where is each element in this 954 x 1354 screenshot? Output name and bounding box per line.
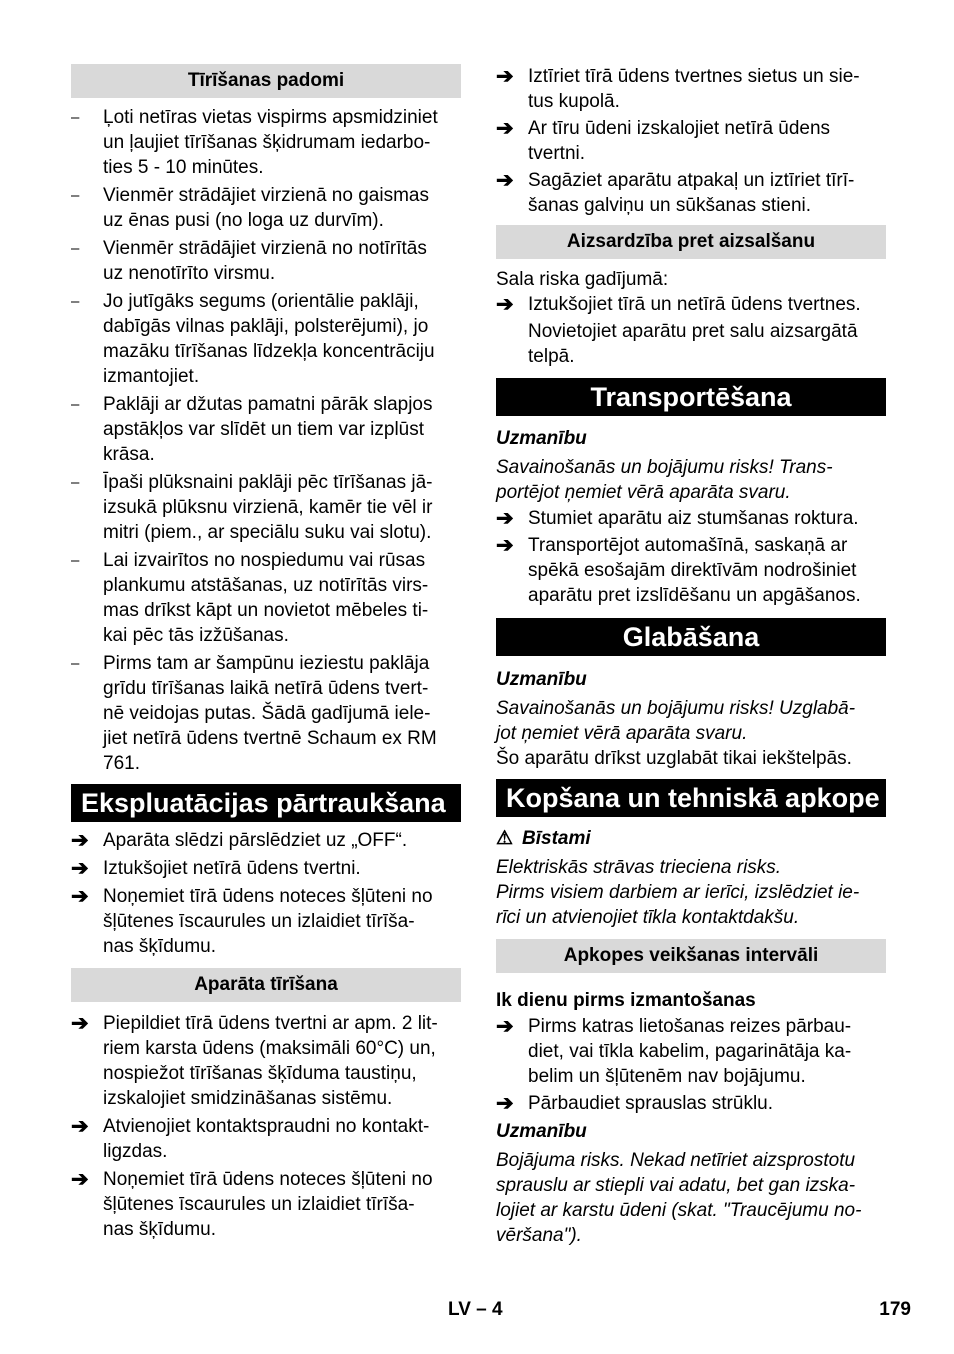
arrow-bullet-icon: ➔: [496, 169, 514, 192]
item-line: mas drīkst kāpt un novietot mēbeles ti-: [103, 600, 429, 621]
list-item: [71, 236, 461, 286]
intervals-warning-text: [496, 1148, 886, 1248]
list-item: [71, 884, 461, 959]
text-line: Savainošanās un bojājumu risks! Trans-: [496, 457, 833, 478]
footer-page-number: 179: [879, 1299, 911, 1320]
dash-bullet: –: [71, 293, 80, 310]
item-line: tvertni.: [528, 143, 586, 164]
arrow-bullet-icon: ➔: [496, 534, 514, 557]
arrow-bullet-icon: ➔: [71, 1012, 89, 1035]
text-line: Savainošanās un bojājumu risks! Uzglabā-: [496, 698, 856, 719]
item-line: Pirms katras lietošanas reizes pārbau-: [528, 1016, 852, 1037]
item-line: Jo jutīgāks segums (orientālie paklāji,: [103, 291, 419, 312]
right-column: [496, 64, 886, 1248]
list-item: [496, 116, 886, 166]
intervals-caution-label: Uzmanību: [496, 1121, 587, 1142]
text-line: Elektriskās strāvas trieciena risks.: [496, 857, 782, 878]
list-item: [71, 1167, 461, 1242]
arrow-bullet-icon: ➔: [496, 507, 514, 530]
item-line: izskalojiet smidzināšanas sistēmu.: [103, 1088, 393, 1109]
item-line: Piepildiet tīrā ūdens tvertni ar apm. 2 lit-: [103, 1013, 438, 1034]
item-line: Noņemiet tīrā ūdens noteces šļūteni no: [103, 886, 433, 907]
item-line: krāsa.: [103, 444, 155, 465]
dash-bullet: –: [71, 474, 80, 491]
storage-warning-text: [496, 696, 886, 746]
arrow-bullet-icon: ➔: [71, 1168, 89, 1191]
item-line: uz nenotīrīto virsmu.: [103, 263, 276, 284]
section-heading-maintenance-intervals: Apkopes veikšanas intervāli: [496, 939, 886, 973]
list-item: [496, 292, 886, 317]
section-heading-cleaning-tips: Tīrīšanas padomi: [71, 64, 461, 98]
storage-note: Šo aparātu drīkst uzglabāt tikai iekštelpās.: [496, 748, 852, 769]
continued-steps-list: [496, 64, 886, 218]
transport-steps-list: [496, 506, 886, 608]
item-line: Vienmēr strādājiet virzienā no gaismas: [103, 185, 429, 206]
item-line: mitri (piem., ar speciālu suku vai slotu).: [103, 522, 432, 543]
item-line: Ļoti netīras vietas vispirms apsmidziniet: [103, 107, 438, 128]
dash-bullet: –: [71, 240, 80, 257]
item-line: Ar tīru ūdeni izskalojiet netīrā ūdens: [528, 118, 831, 139]
arrow-bullet-icon: ➔: [71, 885, 89, 908]
item-line: riem karsta ūdens (maksimāli 60°C) un,: [103, 1038, 436, 1059]
text-line: lojiet ar karstu ūdeni (skat. "Traucējumu no-: [496, 1200, 862, 1221]
item-line: izmantojiet.: [103, 366, 200, 387]
arrow-bullet-icon: ➔: [496, 293, 514, 316]
arrow-bullet-icon: ➔: [496, 1015, 514, 1038]
list-item: [71, 470, 461, 545]
dash-bullet: –: [71, 655, 80, 672]
text-line: sprauslu ar stiepli vai adatu, bet gan izska-: [496, 1175, 856, 1196]
item-line: grīdu tīrīšanas laikā netīrā ūdens tvert-: [103, 678, 429, 699]
item-line: Iztukšojiet tīrā un netīrā ūdens tvertnes.: [528, 294, 861, 315]
dash-bullet: –: [71, 552, 80, 569]
text-line: rīci un atvienojiet tīkla kontaktdakšu.: [496, 907, 800, 928]
item-line: Iztukšojiet netīrā ūdens tvertni.: [103, 858, 361, 879]
item-line: belim un šļūtenēm nav bojājumu.: [528, 1066, 806, 1087]
list-item: [496, 64, 886, 114]
item-line: Transportējot automašīnā, saskaņā ar: [528, 535, 848, 556]
list-item: [71, 183, 461, 233]
arrow-bullet-icon: ➔: [71, 829, 89, 852]
item-line: kai pēc tās izžūšanas.: [103, 625, 289, 646]
item-line: plankumu atstāšanas, uz notīrītās virs-: [103, 575, 429, 596]
dash-bullet: –: [71, 109, 80, 126]
left-column: [71, 64, 461, 1242]
storage-caution-label: Uzmanību: [496, 669, 587, 690]
item-line: izsukā plūksnu virzienā, kamēr tie vēl ir: [103, 497, 433, 518]
item-line: spēkā esošajām direktīvām nodrošiniet: [528, 560, 857, 581]
danger-warning-text: [496, 855, 886, 930]
warning-triangle-icon: ⚠: [496, 828, 514, 849]
arrow-bullet-icon: ➔: [496, 1092, 514, 1115]
item-line: ligzdas.: [103, 1141, 168, 1162]
item-line: Pirms tam ar šampūnu ieziestu paklāja: [103, 653, 430, 674]
text-line: vēršana").: [496, 1225, 582, 1246]
list-item: [71, 1011, 461, 1111]
arrow-bullet-icon: ➔: [71, 857, 89, 880]
item-line: tus kupolā.: [528, 91, 620, 112]
list-item: [71, 828, 461, 853]
item-line: mazāku tīrīšanas līdzekļa koncentrāciju: [103, 341, 435, 362]
arrow-bullet-icon: ➔: [496, 117, 514, 140]
daily-subheading: Ik dienu pirms izmantošanas: [496, 990, 756, 1011]
transport-warning-text: [496, 455, 886, 505]
item-line: Iztīriet tīrā ūdens tvertnes sietus un sie-: [528, 66, 860, 87]
list-item: [496, 506, 886, 531]
item-line: jiet netīrā ūdens tvertnē Schaum ex RM: [103, 728, 437, 749]
item-line: Sagāziet aparātu atpakaļ un iztīriet tīrī-: [528, 170, 855, 191]
list-item: [496, 1091, 886, 1116]
text-line: Novietojiet aparātu pret salu aizsargātā: [528, 321, 858, 342]
item-line: diet, vai tīkla kabelim, pagarinātāja ka-: [528, 1041, 852, 1062]
section-heading-transport: Transportēšana: [496, 378, 886, 416]
danger-label: Bīstami: [522, 828, 591, 849]
list-item: [71, 392, 461, 467]
section-heading-device-cleaning: Aparāta tīrīšana: [71, 968, 461, 1002]
list-item: [71, 548, 461, 648]
arrow-bullet-icon: ➔: [496, 65, 514, 88]
footer-language-page: LV – 4: [448, 1299, 503, 1320]
item-line: aparātu pret izslīdēšanu un apgāšanos.: [528, 585, 861, 606]
text-line: jot ņemiet vērā aparāta svaru.: [496, 723, 748, 744]
dash-bullet: –: [71, 396, 80, 413]
item-line: Lai izvairītos no nospiedumu vai rūsas: [103, 550, 426, 571]
item-line: dabīgās vilnas paklāji, polsterējumi), jo: [103, 316, 429, 337]
dash-bullet: –: [71, 187, 80, 204]
list-item: [71, 289, 461, 389]
section-heading-maintenance: Kopšana un tehniskā apkope: [496, 779, 886, 817]
list-item: [496, 1014, 886, 1089]
item-line: uz ēnas pusi (no loga uz durvīm).: [103, 210, 384, 231]
text-line: Bojājuma risks. Nekad netīriet aizsprostotu: [496, 1150, 856, 1171]
section-heading-frost-protection: Aizsardzība pret aizsalšanu: [496, 225, 886, 259]
item-line: un ļaujiet tīrīšanas šķidrumam iedarbo-: [103, 132, 431, 153]
item-line: Īpaši plūksnaini paklāji pēc tīrīšanas jā-: [103, 472, 433, 493]
item-line: Aparāta slēdzi pārslēdziet uz „OFF“.: [103, 830, 408, 851]
item-line: 761.: [103, 753, 140, 774]
cleaning-tips-list: [71, 105, 461, 776]
item-line: nē veidojas putas. Šādā gadījumā iele-: [103, 703, 431, 724]
item-line: ties 5 - 10 minūtes.: [103, 157, 264, 178]
text-line: Pirms visiem darbiem ar ierīci, izslēdziet ie-: [496, 882, 860, 903]
list-item: [71, 651, 461, 776]
item-line: nas šķīdumu.: [103, 1219, 216, 1240]
danger-row: [496, 826, 886, 851]
section-heading-interruption: Ekspluatācijas pārtraukšana: [71, 784, 461, 822]
item-line: nas šķīdumu.: [103, 936, 216, 957]
item-line: Atvienojiet kontaktspraudni no kontakt-: [103, 1116, 430, 1137]
item-line: šļūtenes īscaurules un izlaidiet tīrīša-: [103, 911, 415, 932]
item-line: šļūtenes īscaurules un izlaidiet tīrīša-: [103, 1194, 415, 1215]
item-line: apstākļos var slīdēt un tiem var izplūst: [103, 419, 425, 440]
section-heading-storage: Glabāšana: [496, 618, 886, 656]
list-item: [496, 533, 886, 608]
item-line: Noņemiet tīrā ūdens noteces šļūteni no: [103, 1169, 433, 1190]
item-line: Stumiet aparātu aiz stumšanas roktura.: [528, 508, 859, 529]
item-line: Paklāji ar džutas pamatni pārāk slapjos: [103, 394, 433, 415]
text-line: portējot ņemiet vērā aparāta svaru.: [496, 482, 791, 503]
text-line: telpā.: [528, 346, 575, 367]
item-line: Pārbaudiet sprauslas strūklu.: [528, 1093, 774, 1114]
arrow-bullet-icon: ➔: [71, 1115, 89, 1138]
transport-caution-label: Uzmanību: [496, 428, 587, 449]
list-item: [71, 105, 461, 180]
device-cleaning-steps-list: [71, 1011, 461, 1242]
daily-checks-list: [496, 1014, 886, 1116]
item-line: šanas galviņu un sūkšanas stieni.: [528, 195, 812, 216]
interruption-steps-list: [71, 828, 461, 959]
item-line: nospiežot tīrīšanas šķīduma taustiņu,: [103, 1063, 417, 1084]
list-item: [496, 168, 886, 218]
list-item: [71, 1114, 461, 1164]
item-line: Vienmēr strādājiet virzienā no notīrītās: [103, 238, 427, 259]
frost-indent-text: [496, 319, 886, 369]
frost-intro: Sala riska gadījumā:: [496, 269, 669, 290]
list-item: [71, 856, 461, 881]
frost-steps-list: [496, 292, 886, 317]
